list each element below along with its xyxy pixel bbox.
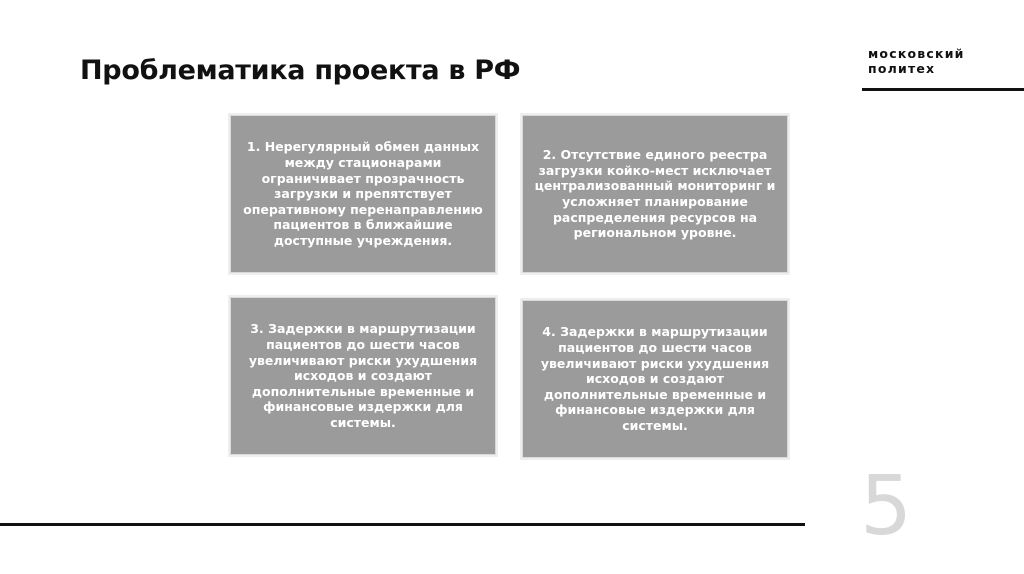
problem-card-text: 4. Задержки в маршрутизации пациентов до шести часов увеличивают риски ухудшения исходов и создают дополнительные временные и финансовые издержки для системы. bbox=[540, 324, 770, 433]
logo-underline bbox=[862, 88, 1024, 91]
problem-card-3 bbox=[231, 298, 495, 454]
problem-card-1 bbox=[231, 116, 495, 272]
problem-card-4 bbox=[523, 301, 787, 457]
problem-card-2 bbox=[523, 116, 787, 272]
slide-title: Проблематика проекта в РФ bbox=[80, 55, 521, 86]
problem-card-text: 3. Задержки в маршрутизации пациентов до шести часов увеличивают риски ухудшения исходов и создают дополнительные временные и финансовые издержки для системы. bbox=[248, 321, 478, 430]
problem-card-text: 1. Нерегулярный обмен данных между стационарами ограничивает прозрачность загрузки и препятствует оперативному перенаправлению пациентов в ближайшие доступные учреждения. bbox=[243, 139, 483, 248]
page-number: 5 bbox=[860, 459, 913, 554]
logo bbox=[868, 46, 988, 76]
logo-line1: московский bbox=[868, 46, 965, 61]
footer-divider bbox=[0, 523, 805, 526]
problem-card-text: 2. Отсутствие единого реестра загрузки койко-мест исключает централизованный мониторинг и усложняет планирование распределения ресурсов на региональном уровне. bbox=[534, 147, 776, 241]
logo-line2: политех bbox=[868, 61, 936, 76]
